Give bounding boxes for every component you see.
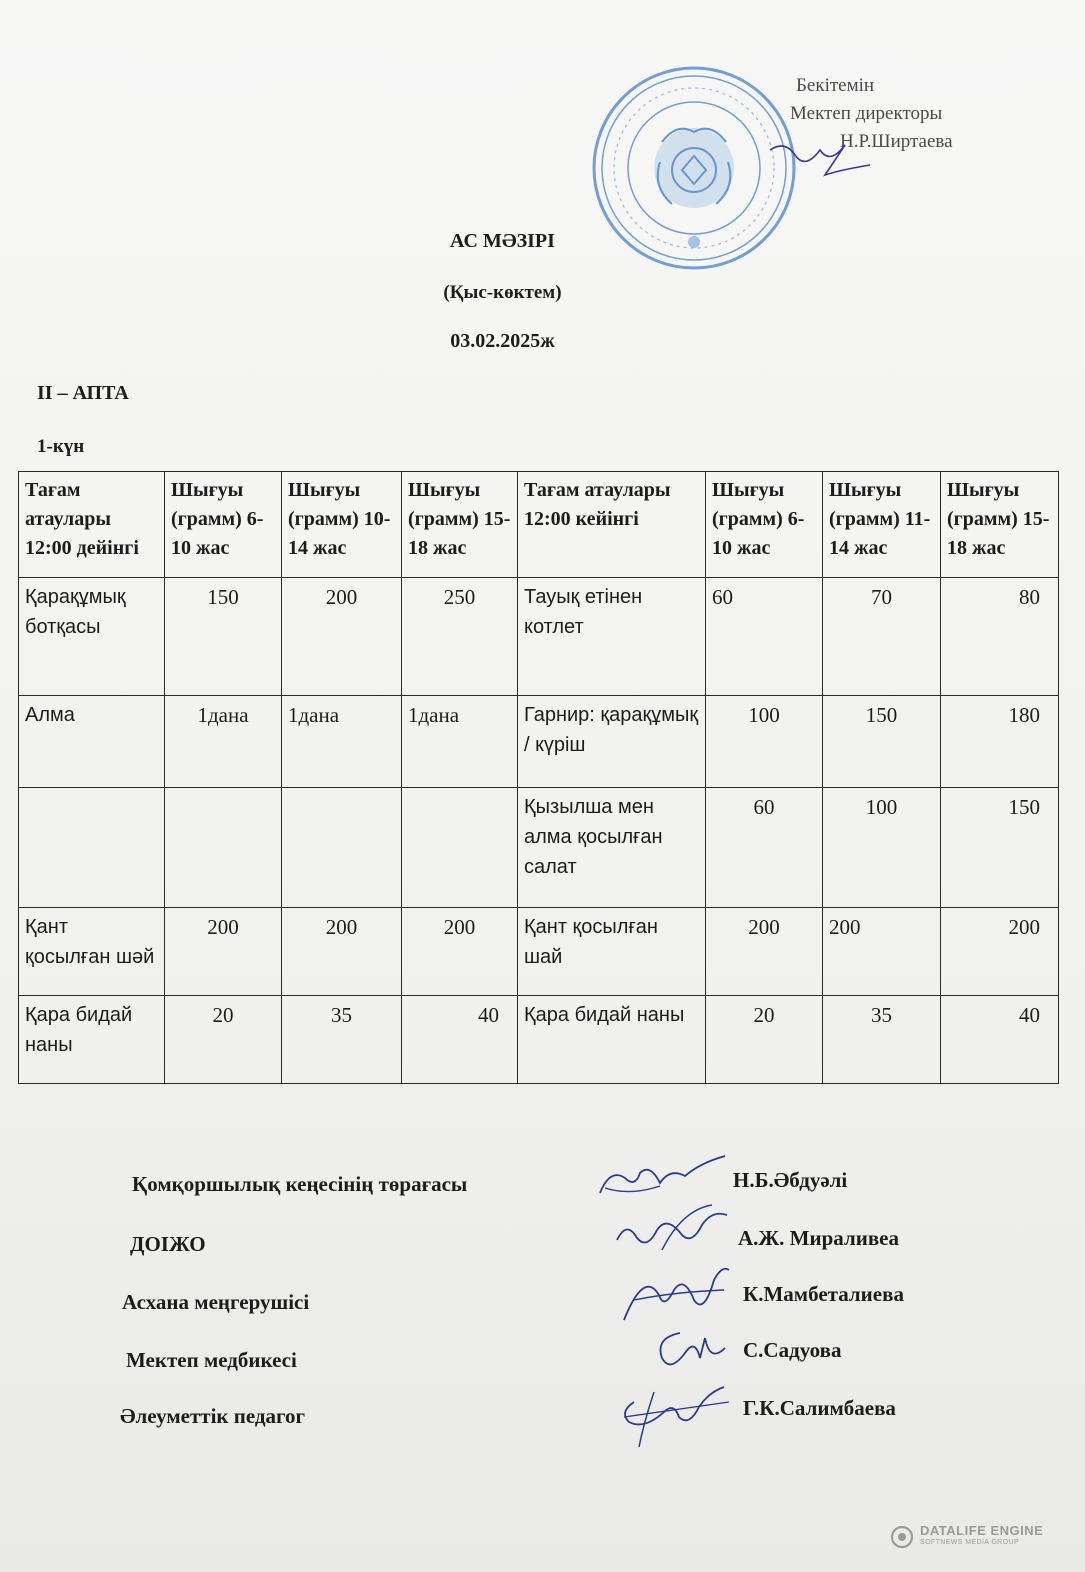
- table-cell: Қант қосылған шәй: [19, 908, 165, 996]
- table-cell: 200: [706, 908, 823, 996]
- table-cell: 1дана: [402, 696, 518, 788]
- approval-title: Бекітемін: [796, 75, 875, 96]
- week-label: ІІ – АПТА: [37, 382, 129, 404]
- signature-icon: [614, 1372, 734, 1452]
- table-cell: Қант қосылған шай: [518, 908, 706, 996]
- signatory-role: Асхана меңгерушісі: [122, 1290, 310, 1314]
- signatory-role: Әлеуметтік педагог: [120, 1404, 306, 1428]
- signature-icon: [650, 1318, 730, 1378]
- table-cell: [19, 788, 165, 908]
- table-cell: 40: [402, 996, 518, 1084]
- table-cell: [165, 788, 282, 908]
- header-cell: Тағам атаулары 12:00 кейінгі: [518, 472, 706, 578]
- table-row: [19, 996, 1059, 1084]
- table-row: [19, 788, 1059, 908]
- header-cell: Шығуы (грамм) 11-14 жас: [823, 472, 941, 578]
- signature-icon: [612, 1200, 732, 1260]
- table-cell: Гарнир: қарақұмық / күріш: [518, 696, 706, 788]
- table-row: [19, 696, 1059, 788]
- table-cell: 80: [941, 578, 1059, 696]
- table-cell: 100: [823, 788, 941, 908]
- table-cell: 200: [165, 908, 282, 996]
- table-cell: Тауық етінен котлет: [518, 578, 706, 696]
- table-row: [19, 578, 1059, 696]
- watermark-main: DATALIFE ENGINE: [920, 1523, 1044, 1538]
- approval-position: Мектеп директоры: [790, 103, 943, 124]
- table-cell: 200: [282, 578, 402, 696]
- table-cell: 35: [282, 996, 402, 1084]
- header-cell: Шығуы (грамм) 15-18 жас: [402, 472, 518, 578]
- table-cell: 200: [823, 908, 941, 996]
- table-cell: Алма: [19, 696, 165, 788]
- header-cell: Шығуы (грамм) 10-14 жас: [282, 472, 402, 578]
- signatory-name: К.Мамбеталиева: [743, 1282, 904, 1306]
- signatory-name: Г.К.Салимбаева: [743, 1396, 896, 1420]
- header-cell: Шығуы (грамм) 6-10 жас: [706, 472, 823, 578]
- table-cell: Қара бидай наны: [19, 996, 165, 1084]
- day-label: 1-күн: [37, 436, 85, 457]
- table-cell: 20: [165, 996, 282, 1084]
- signatory-role: Қомқоршылық кеңесінің төрағасы: [132, 1172, 468, 1196]
- dle-logo-icon: [890, 1525, 914, 1549]
- watermark-sub: SOFTNEWS MEDIA GROUP: [920, 1539, 1020, 1546]
- signatory-name: А.Ж. Мираливеа: [738, 1226, 900, 1250]
- table-cell: 60: [706, 578, 823, 696]
- table-cell: 150: [941, 788, 1059, 908]
- table-cell: 1дана: [165, 696, 282, 788]
- menu-title: АС МӘЗІРІ: [450, 230, 555, 252]
- table-cell: 35: [823, 996, 941, 1084]
- signatory-name: Н.Б.Әбдуәлі: [733, 1168, 848, 1192]
- table-cell: 150: [165, 578, 282, 696]
- approval-name: Н.Р.Ширтаева: [840, 131, 953, 152]
- table-header-row: [19, 472, 1059, 578]
- table-cell: [282, 788, 402, 908]
- table-cell: 180: [941, 696, 1059, 788]
- header-cell: Тағам атаулары 12:00 дейінгі: [19, 472, 165, 578]
- table-cell: 1дана: [282, 696, 402, 788]
- table-cell: 70: [823, 578, 941, 696]
- table-row: [19, 908, 1059, 996]
- header-cell: Шығуы (грамм) 6-10 жас: [165, 472, 282, 578]
- director-signature-icon: [765, 130, 875, 185]
- table-cell: 200: [282, 908, 402, 996]
- signatory-name: С.Садуова: [743, 1338, 842, 1362]
- table-cell: 150: [823, 696, 941, 788]
- table-cell: 40: [941, 996, 1059, 1084]
- table-cell: 200: [402, 908, 518, 996]
- table-cell: Қарақұмық ботқасы: [19, 578, 165, 696]
- table-cell: Қара бидай наны: [518, 996, 706, 1084]
- table-cell: 60: [706, 788, 823, 908]
- table-cell: Қызылша мен алма қосылған салат: [518, 788, 706, 908]
- signatory-role: Мектеп медбикесі: [126, 1348, 297, 1372]
- header-cell: Шығуы (грамм) 15-18 жас: [941, 472, 1059, 578]
- table-cell: 200: [941, 908, 1059, 996]
- table-cell: 100: [706, 696, 823, 788]
- table-cell: [402, 788, 518, 908]
- signatory-role: ДОІЖО: [130, 1232, 206, 1256]
- menu-table: [18, 471, 1059, 1084]
- menu-season: (Қыс-көктем): [443, 282, 562, 303]
- table-cell: 20: [706, 996, 823, 1084]
- table-cell: 250: [402, 578, 518, 696]
- signature-icon: [590, 1148, 730, 1208]
- menu-date: 03.02.2025ж: [450, 330, 555, 352]
